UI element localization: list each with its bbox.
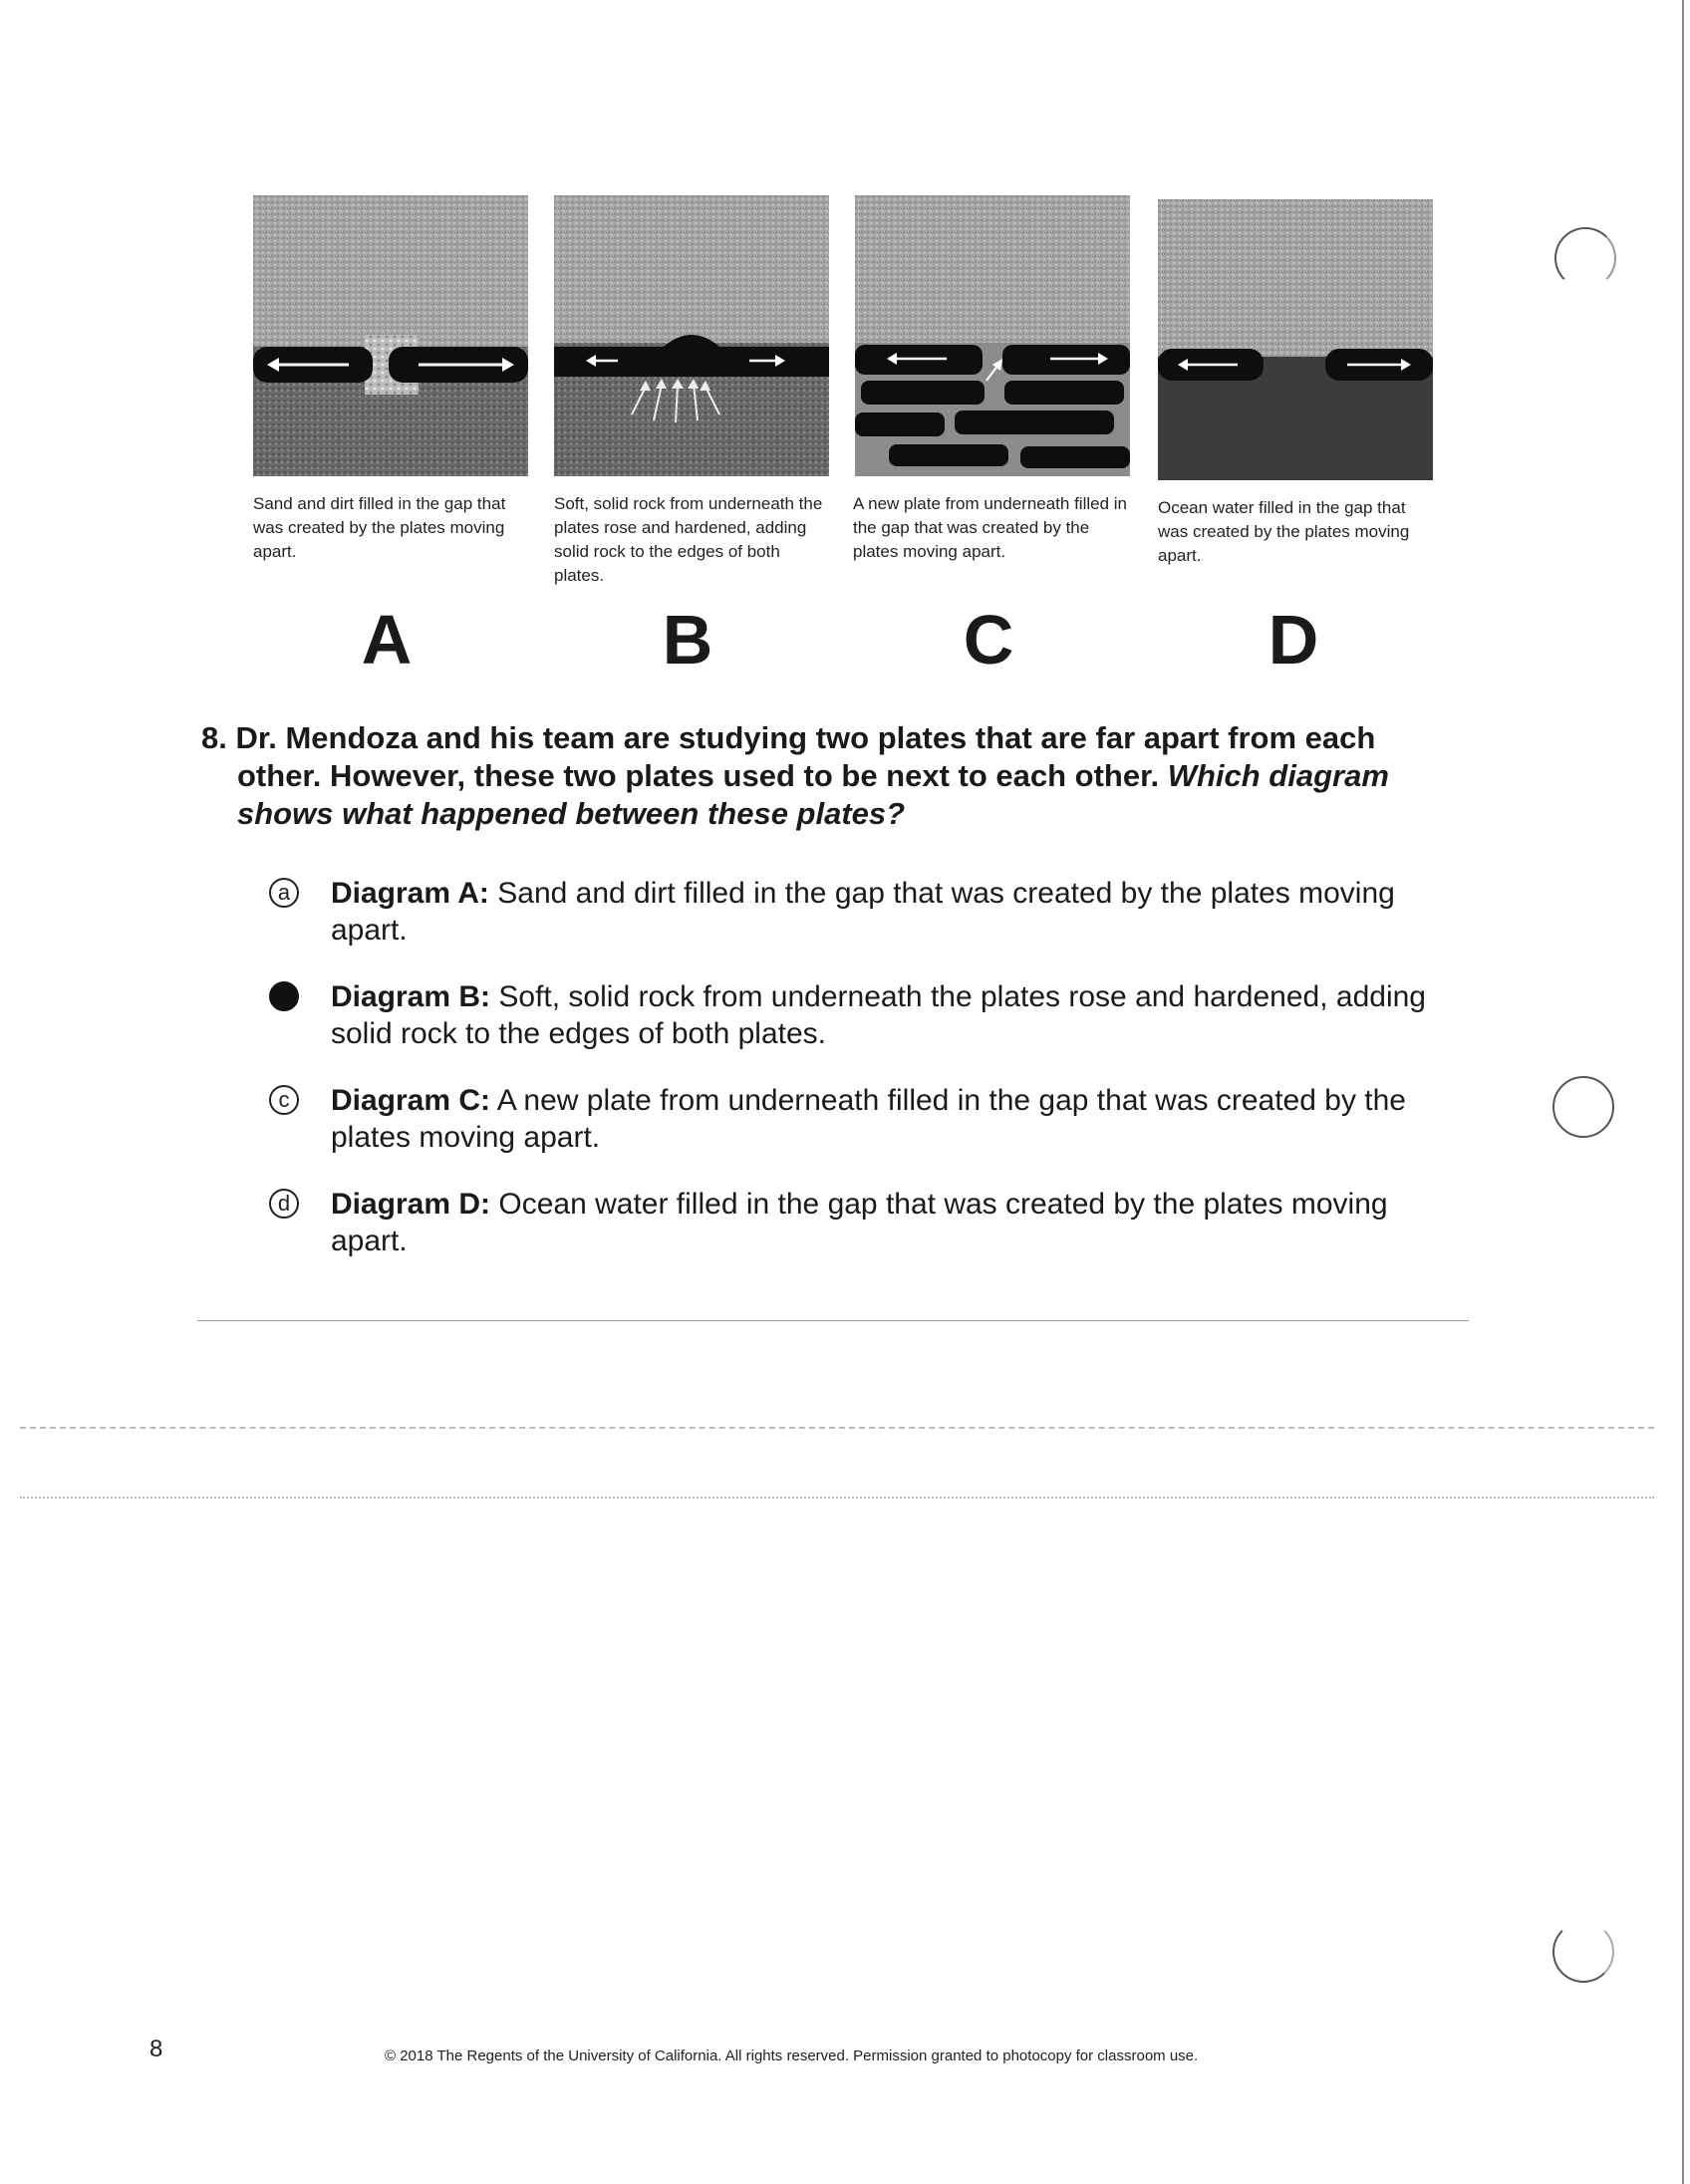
- diagram-b-letter: B: [662, 601, 713, 679]
- question-8: [201, 719, 1437, 833]
- diagram-c-image: [855, 195, 1130, 476]
- option-a-bubble[interactable]: a: [269, 878, 299, 908]
- binder-hole-middle: [1552, 1076, 1614, 1138]
- binder-hole-top: [1554, 227, 1616, 289]
- option-c[interactable]: [269, 1082, 1465, 1156]
- question-text: Dr. Mendoza and his team are studying two plates that are far apart from each other. However, these two plates used to be next to each other.: [235, 720, 1376, 793]
- answer-line-2: [20, 1427, 1654, 1429]
- diagram-d-image: [1158, 199, 1433, 480]
- copyright-notice: © 2018 The Regents of the University of California. All rights reserved. Permission granted to photocopy for classroom use.: [385, 2048, 1199, 2064]
- option-d-text: Ocean water filled in the gap that was created by the plates moving apart.: [331, 1188, 1388, 1257]
- diagram-a-image: [253, 195, 528, 476]
- diagram-d-letter: D: [1268, 601, 1319, 679]
- option-a-text: Sand and dirt filled in the gap that was created by the plates moving apart.: [331, 877, 1395, 947]
- option-c-text: A new plate from underneath filled in the gap that was created by the plates moving apart.: [331, 1084, 1406, 1154]
- option-b-label: Diagram B:: [331, 980, 491, 1013]
- option-d-bubble[interactable]: d: [269, 1189, 299, 1219]
- page-number: 8: [149, 2036, 163, 2062]
- option-b-bubble-selected[interactable]: [269, 981, 299, 1011]
- answer-line-3: [20, 1497, 1654, 1499]
- option-a[interactable]: [269, 875, 1465, 949]
- option-d[interactable]: [269, 1186, 1465, 1259]
- diagram-d-caption: Ocean water filled in the gap that was created by the plates moving apart.: [1158, 498, 1410, 565]
- option-d-label: Diagram D:: [331, 1188, 491, 1221]
- diagram-a-caption: Sand and dirt filled in the gap that was created by the plates moving apart.: [253, 494, 506, 561]
- question-number: 8.: [201, 720, 227, 755]
- diagram-c-letter: C: [963, 601, 1014, 679]
- answer-line-1: [197, 1320, 1469, 1321]
- option-b[interactable]: [269, 978, 1465, 1052]
- option-a-label: Diagram A:: [331, 877, 489, 910]
- question-prompt: Which diagram shows what happened between these plates?: [237, 758, 1389, 831]
- diagram-a-letter: A: [361, 601, 413, 679]
- option-c-bubble[interactable]: c: [269, 1085, 299, 1115]
- binder-hole-bottom: [1552, 1921, 1614, 1983]
- page-edge: [1682, 0, 1684, 2184]
- diagram-b-image: [554, 195, 829, 476]
- diagram-c-caption: A new plate from underneath filled in the gap that was created by the plates moving apart.: [853, 494, 1128, 561]
- option-b-text: Soft, solid rock from underneath the plates rose and hardened, adding solid rock to the edges of both plates.: [331, 980, 1426, 1050]
- option-c-label: Diagram C:: [331, 1084, 491, 1117]
- diagram-b-caption: Soft, solid rock from underneath the plates rose and hardened, adding solid rock to the edges of both plates.: [554, 494, 823, 585]
